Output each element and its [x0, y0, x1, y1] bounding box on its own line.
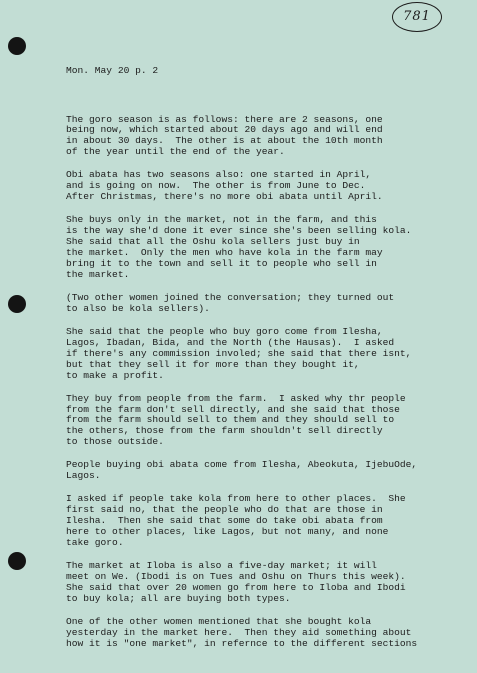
date-header: Mon. May 20 p. 2 [66, 64, 159, 76]
paragraph [66, 170, 461, 203]
paragraph [66, 327, 461, 382]
paragraph [66, 293, 461, 315]
paragraph [66, 115, 461, 159]
text-line: She buys only in the market, not in the farm, and this [66, 214, 377, 226]
paragraph [66, 617, 461, 650]
paragraph [66, 561, 461, 605]
paragraph [66, 494, 461, 549]
text-line: Obi abata has two seasons also: one started in April, [66, 169, 372, 181]
text-line: She said that over 20 women go from here to Iloba and Ibodi [66, 581, 406, 593]
text-line: take goro. [66, 536, 124, 548]
text-line: the market. Only the men who have kola in the farm may [66, 246, 383, 258]
text-line: to buy kola; all are buying both types. [66, 592, 291, 604]
circled-page-number: 781 [392, 2, 442, 32]
text-line: but that they sell it for more than they bought it, [66, 358, 360, 370]
binder-hole-top [8, 37, 26, 55]
paragraph [66, 215, 461, 280]
text-line: Lagos, Ibadan, Bida, and the North (the Hausas). I asked [66, 336, 395, 348]
text-line: One of the other women mentioned that she bought kola [66, 615, 372, 627]
text-line: After Christmas, there's no more obi abata until April. [66, 191, 383, 203]
text-line: being now, which started about 20 days ago and will end [66, 124, 383, 136]
text-line: the others, those from the farm shouldn't sell directly [66, 425, 383, 437]
text-line: the market. [66, 268, 130, 280]
text-line: from the farm should sell to them and they should sell to [66, 414, 395, 426]
text-line: from the farm don't sell directly, and she said that those [66, 403, 400, 415]
text-line: They buy from people from the farm. I asked why thr people [66, 392, 406, 404]
paragraph-list [66, 115, 461, 650]
text-line: of the year until the end of the year. [66, 146, 285, 158]
text-line: here to other places, like Lagos, but not many, and none [66, 526, 389, 538]
text-line: meet on We. (Ibodi is on Tues and Oshu on Thurs this week). [66, 570, 406, 582]
text-line: in about 30 days. The other is at about the 10th month [66, 135, 383, 147]
text-line: first said no, that the people who do that are those in [66, 504, 383, 516]
text-line: and is going on now. The other is from June to Dec. [66, 180, 366, 192]
text-line: to also be kola sellers). [66, 302, 210, 314]
text-line: People buying obi abata come from Ilesha, Abeokuta, IjebuOde, [66, 459, 418, 471]
text-line: (Two other women joined the conversation; they turned out [66, 291, 395, 303]
text-line: Ilesha. Then she said that some do take obi abata from [66, 515, 383, 527]
text-line: to those outside. [66, 436, 164, 448]
text-line: The goro season is as follows: there are 2 seasons, one [66, 113, 383, 125]
text-line: is the way she'd done it ever since she's been selling kola. [66, 225, 412, 237]
text-line: Lagos. [66, 470, 101, 482]
text-line: She said that all the Oshu kola sellers just buy in [66, 236, 360, 248]
text-line: bring it to the town and sell it to people who sell in [66, 257, 377, 269]
text-line: if there's any commission involed; she said that there isnt, [66, 347, 412, 359]
text-line: She said that the people who buy goro come from Ilesha, [66, 325, 383, 337]
binder-hole-bottom [8, 552, 26, 570]
paragraph [66, 394, 461, 449]
binder-hole-middle [8, 295, 26, 313]
text-line: to make a profit. [66, 369, 164, 381]
paragraph [66, 460, 461, 482]
text-line: yesterday in the market here. Then they aid something about [66, 626, 412, 638]
text-line: I asked if people take kola from here to other places. She [66, 493, 406, 505]
text-line: The market at Iloba is also a five-day market; it will [66, 560, 377, 572]
typed-field-notes [66, 44, 461, 673]
text-line: how it is "one market", in refernce to the different sections [66, 637, 418, 649]
